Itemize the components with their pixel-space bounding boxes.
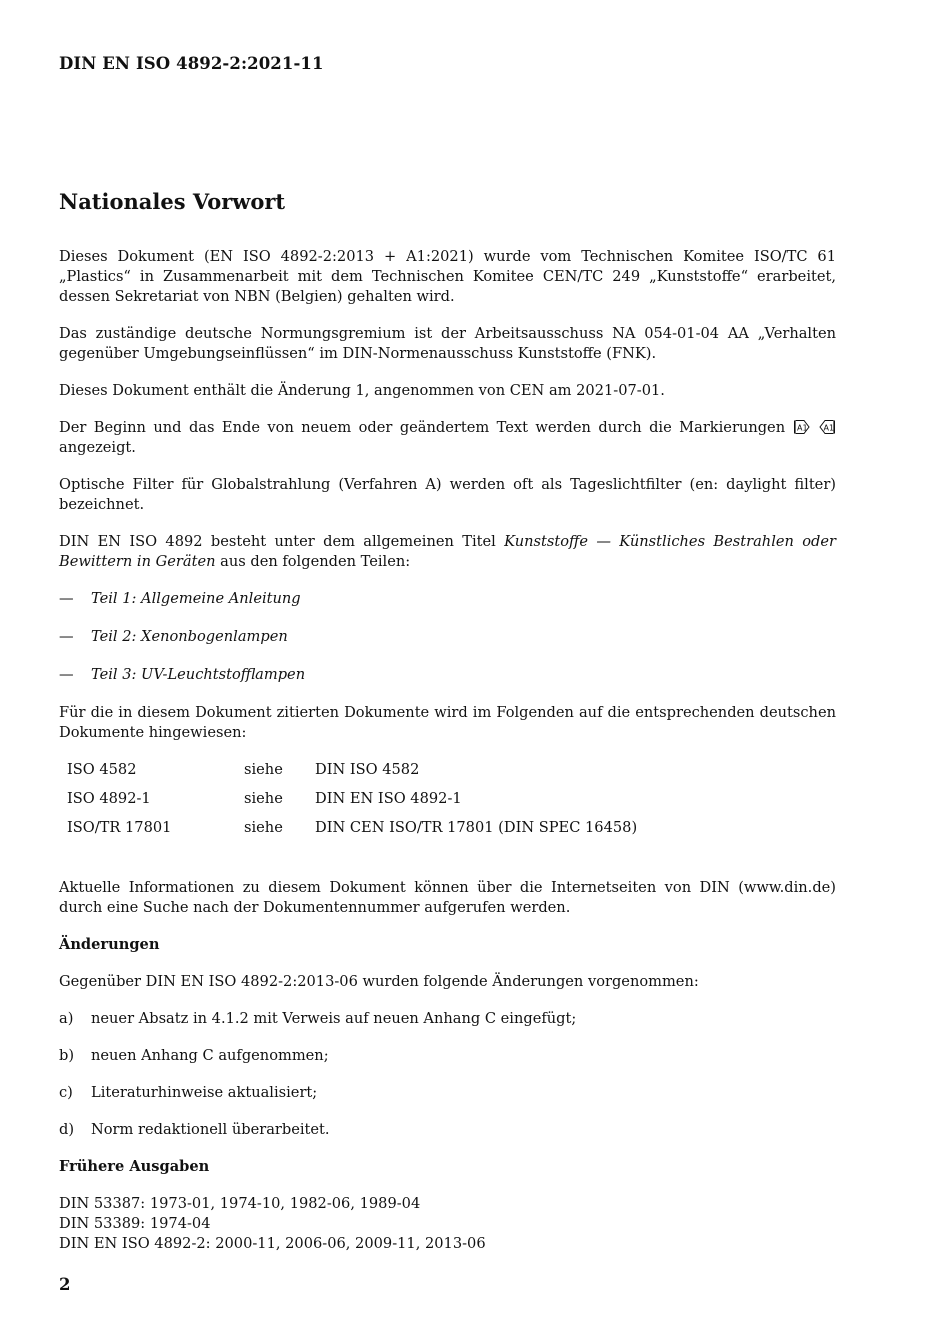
edition-line: DIN 53387: 1973-01, 1974-10, 1982-06, 1989-04	[59, 1195, 421, 1212]
table-row	[67, 818, 637, 847]
edition-line: DIN EN ISO 4892-2: 2000-11, 2006-06, 2009-11, 2013-06	[59, 1235, 486, 1252]
reference-din: DIN EN ISO 4892-1	[315, 790, 462, 807]
reference-see: siehe	[244, 761, 283, 778]
dash-bullet: —	[59, 590, 74, 607]
edition-line: DIN 53389: 1974-04	[59, 1215, 211, 1232]
marker-label: A1	[796, 423, 808, 433]
page-number: 2	[59, 1275, 71, 1294]
paragraph-series-title	[59, 532, 836, 572]
marker-label: A1	[823, 423, 835, 433]
page-content	[59, 188, 836, 1254]
list-letter: b)	[59, 1047, 75, 1064]
list-letter: c)	[59, 1084, 73, 1101]
paragraph-amendment: Dieses Dokument enthält die Änderung 1, angenommen von CEN am 2021-07-01.	[59, 382, 665, 399]
dash-bullet: —	[59, 628, 74, 645]
dash-bullet: —	[59, 666, 74, 683]
references-table	[67, 760, 637, 847]
list-item-text: Teil 1: Allgemeine Anleitung	[91, 590, 301, 607]
amendment-end-marker-icon	[818, 420, 836, 434]
reference-iso: ISO 4892-1	[67, 790, 151, 807]
reference-din: DIN ISO 4582	[315, 761, 420, 778]
list-item	[59, 1120, 836, 1140]
list-item	[59, 627, 836, 647]
list-item	[59, 665, 836, 685]
reference-see: siehe	[244, 790, 283, 807]
paragraph-markers	[59, 418, 836, 458]
paragraph-filters: Optische Filter für Globalstrahlung (Verfahren A) werden oft als Tageslichtfilter (en: daylight filter) bezeichnet.	[59, 476, 836, 513]
series-text-before: DIN EN ISO 4892 besteht unter dem allgemeinen Titel	[59, 533, 496, 550]
reference-iso: ISO/TR 17801	[67, 819, 172, 836]
list-item-text: neuen Anhang C aufgenommen;	[91, 1047, 329, 1064]
series-title: Kunststoffe — Künstliches Bestrahlen oder Bewittern in Geräten	[59, 533, 836, 570]
table-row	[67, 760, 637, 789]
paragraph-current-info: Aktuelle Informationen zu diesem Dokument können über die Internetseiten von DIN (www.din.de) durch eine Suche nach der Dokumentennummer aufgerufen werden.	[59, 879, 836, 916]
list-letter: d)	[59, 1121, 75, 1138]
list-item-text: Teil 3: UV-Leuchtstofflampen	[91, 666, 306, 683]
list-item	[59, 589, 836, 609]
reference-iso: ISO 4582	[67, 761, 137, 778]
editions-list	[59, 1194, 836, 1254]
reference-din: DIN CEN ISO/TR 17801 (DIN SPEC 16458)	[315, 819, 638, 836]
list-item	[59, 1046, 836, 1066]
list-item-text: Teil 2: Xenonbogenlampen	[91, 628, 288, 645]
paragraph-references-intro: Für die in diesem Dokument zitierten Dokumente wird im Folgenden auf die entsprechenden deutschen Dokumente hingewiesen:	[59, 704, 836, 741]
reference-see: siehe	[244, 819, 283, 836]
table-row	[67, 789, 637, 818]
list-item	[59, 1009, 836, 1029]
changes-heading: Änderungen	[59, 936, 160, 953]
page-title: Nationales Vorwort	[59, 189, 286, 214]
paragraph-standards-body: Das zuständige deutsche Normungsgremium ist der Arbeitsausschuss NA 054-01-04 AA „Verhalten gegenüber Umgebungseinflüssen“ im DIN-Normenausschuss Kunststoffe (FNK).	[59, 325, 836, 362]
list-item-text: neuer Absatz in 4.1.2 mit Verweis auf neuen Anhang C eingefügt;	[91, 1010, 577, 1027]
list-letter: a)	[59, 1010, 74, 1027]
paragraph-changes-intro: Gegenüber DIN EN ISO 4892-2:2013-06 wurden folgende Änderungen vorgenommen:	[59, 973, 699, 990]
document-id-header: DIN EN ISO 4892-2:2021-11	[59, 54, 324, 73]
list-item	[59, 1083, 836, 1103]
parts-list	[59, 589, 836, 685]
paragraph-committee: Dieses Dokument (EN ISO 4892-2:2013 + A1:2021) wurde vom Technischen Komitee ISO/TC 61 „Plastics“ in Zusammenarbeit mit dem Technischen Komitee CEN/TC 249 „Kunststoffe“ erarbeitet, dessen Sekretariat von NBN (Belgien) gehalten wird.	[59, 248, 836, 305]
changes-list	[59, 1009, 836, 1140]
series-text-after: aus den folgenden Teilen:	[220, 553, 411, 570]
list-item-text: Norm redaktionell überarbeitet.	[91, 1121, 330, 1138]
markers-text-after: angezeigt.	[59, 439, 136, 456]
list-item-text: Literaturhinweise aktualisiert;	[91, 1084, 318, 1101]
amendment-start-marker-icon	[793, 420, 811, 434]
editions-heading: Frühere Ausgaben	[59, 1158, 210, 1175]
markers-text-before: Der Beginn und das Ende von neuem oder geändertem Text werden durch die Markierungen	[59, 419, 786, 436]
